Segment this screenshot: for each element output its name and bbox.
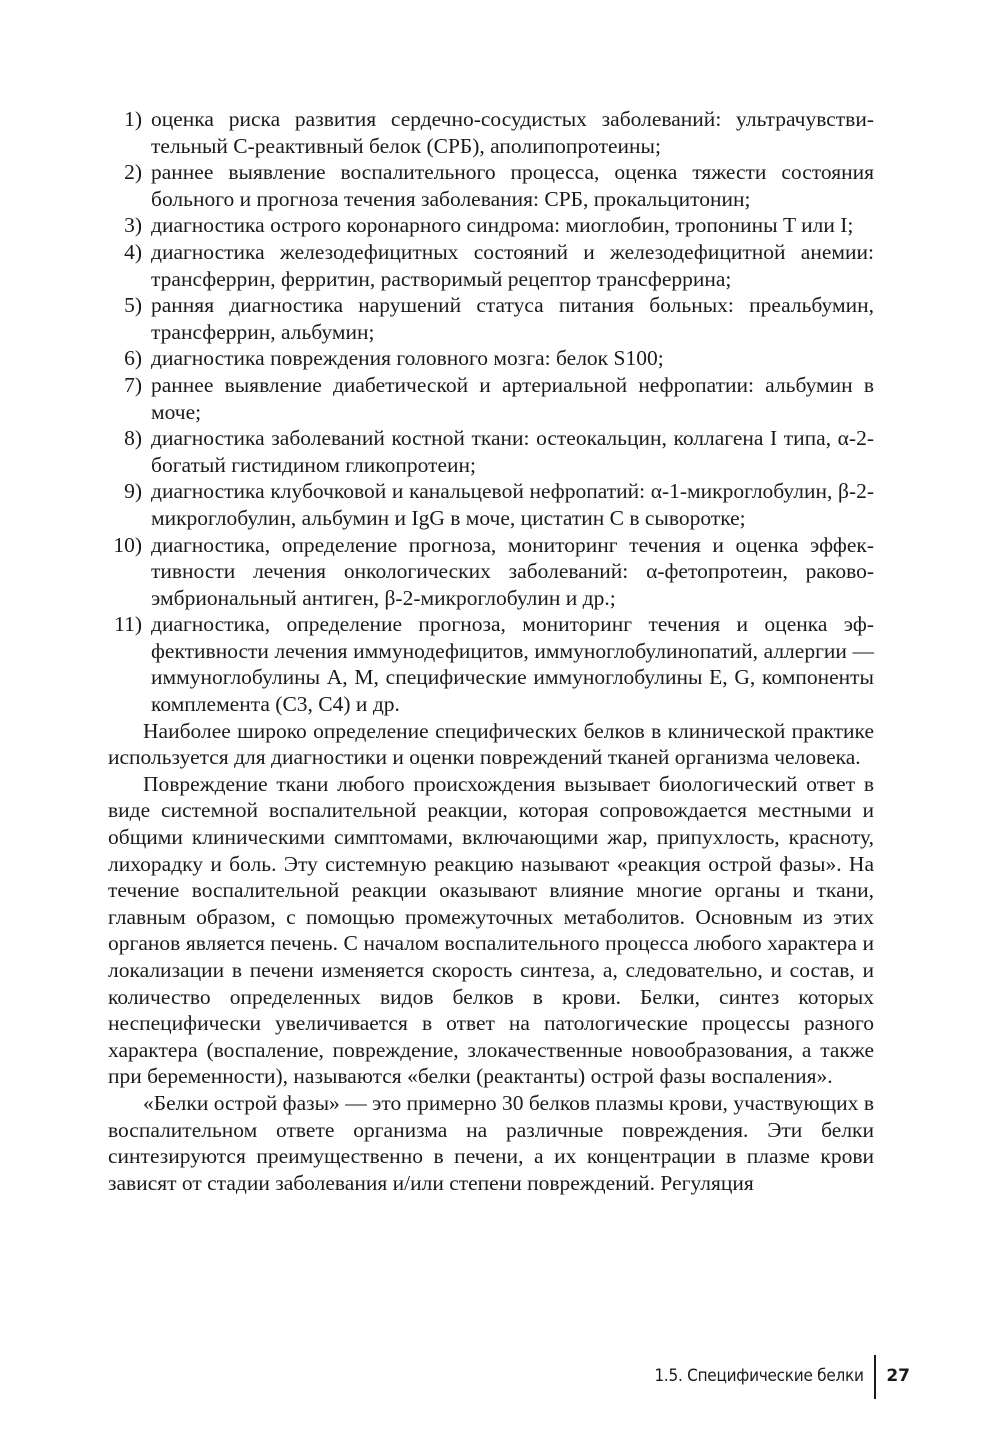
list-item-text: диагностика железодефицитных состояний и железодефицитной анемии: трансферрин, ферритин, растворимый рецептор трансферрина;: [151, 239, 874, 291]
list-item: [108, 345, 874, 372]
page-body: [108, 106, 874, 1196]
list-item-number: 10): [113, 532, 142, 557]
list-item: [108, 292, 874, 345]
list-item-number: 3): [124, 213, 142, 238]
list-item-text: диагностика повреждения головного мозга: белок S100;: [151, 346, 664, 371]
list-item-number: 7): [124, 372, 142, 397]
list-item: [108, 239, 874, 292]
list-item-number: 1): [124, 107, 142, 131]
list-item-number: 4): [124, 239, 142, 264]
list-item-text: раннее выявление диабетической и артериальной нефропатии: альбумин в моче;: [151, 372, 874, 424]
list-item: [108, 212, 874, 239]
list-item: [108, 159, 874, 212]
list-item-text: ранняя диагностика нарушений статуса питания больных: преальбумин, трансферрин, альбумин;: [151, 293, 874, 344]
list-item: [108, 425, 874, 478]
page-footer: [630, 1353, 910, 1399]
list-item-number: 5): [124, 293, 142, 318]
list-item-text: диагностика, определение прогноза, мониторинг течения и оценка эффективности лечения иммунодефицитов, иммуноглобулинопатий, аллергии — иммуноглобулины A, M, специфические иммуноглобулины E, G, компоненты комплемента (С3, С4) и др.: [151, 612, 874, 717]
diagnostic-list: [108, 106, 874, 718]
list-item-number: 8): [124, 426, 142, 451]
list-item: [108, 532, 874, 612]
list-item: [108, 372, 874, 425]
list-item-text: диагностика клубочковой и канальцевой нефропатий: α-1-микроглобулин, β-2-микроглобулин, альбумин и IgG в моче, цистатин С в сыворотке;: [151, 479, 874, 530]
list-item-text: диагностика, определение прогноза, мониторинг течения и оценка эффективности лечения онкологических заболеваний: α-фетопротеин, раковоэмбриональный антиген, β-2-микроглобулин и др.;: [151, 532, 874, 610]
list-item: [108, 478, 874, 531]
list-item: [108, 611, 874, 717]
paragraph: Повреждение ткани любого происхождения вызывает биологический ответ в виде системной воспалительной реакции, которая сопровождается местными и общими клиническими симптомами, включающими жар, припухлость, красноту, лихорадку и боль. Эту системную реакцию называют «реакция острой фазы». На течение воспалительной реакции оказывают влияние многие органы и ткани, главным образом, с помощью промежуточных метаболитов. Основным из этих органов является печень. С началом воспалительного процесса любого характера и локализации в печени изменяется скорость синтеза, а, следовательно, и состав, и количество определенных видов белков в крови. Белки, синтез которых неспецифически увеличивается в ответ на патологические процессы разного характера (воспаление, повреждение, злокачественные новообразования, а также при беременности), называются «белки (реактанты) острой фазы воспаления».: [108, 771, 874, 1089]
list-item: [108, 106, 874, 159]
list-item-text: раннее выявление воспалительного процесса, оценка тяжести состояния больного и прогноза течения заболевания: СРБ, прокальцитонин;: [151, 160, 874, 211]
paragraph: «Белки острой фазы» — это примерно 30 белков плазмы крови, участвующих в воспалительном ответе организма на различные повреждения. Эти белки синтезируются преимущественно в печени, а их концентрации в плазме крови зависят от стадии заболевания и/или степени повреждений. Регуляция: [108, 1090, 874, 1195]
list-item-text: диагностика острого коронарного синдрома: миоглобин, тропонины T или I;: [151, 213, 854, 238]
list-item-number: 2): [124, 160, 142, 185]
list-item-number: 11): [114, 612, 142, 637]
paragraph: Наиболее широко определение специфических белков в клинической практике используется для диагностики и оценки повреждений тканей организма человека.: [108, 718, 874, 770]
running-section-title: 1.5. Специфические белки: [654, 1366, 864, 1386]
list-item-text: оценка риска развития сердечно-сосудистых заболеваний: ультрачувствительный С-реактивный белок (СРБ), аполипопротеины;: [151, 107, 874, 158]
list-item-text: диагностика заболеваний костной ткани: остеокальцин, коллагена I типа, α-2-богатый гистидином гликопротеин;: [151, 426, 874, 477]
list-item-number: 6): [124, 346, 142, 371]
page-number: 27: [886, 1366, 910, 1386]
list-item-number: 9): [124, 479, 142, 504]
